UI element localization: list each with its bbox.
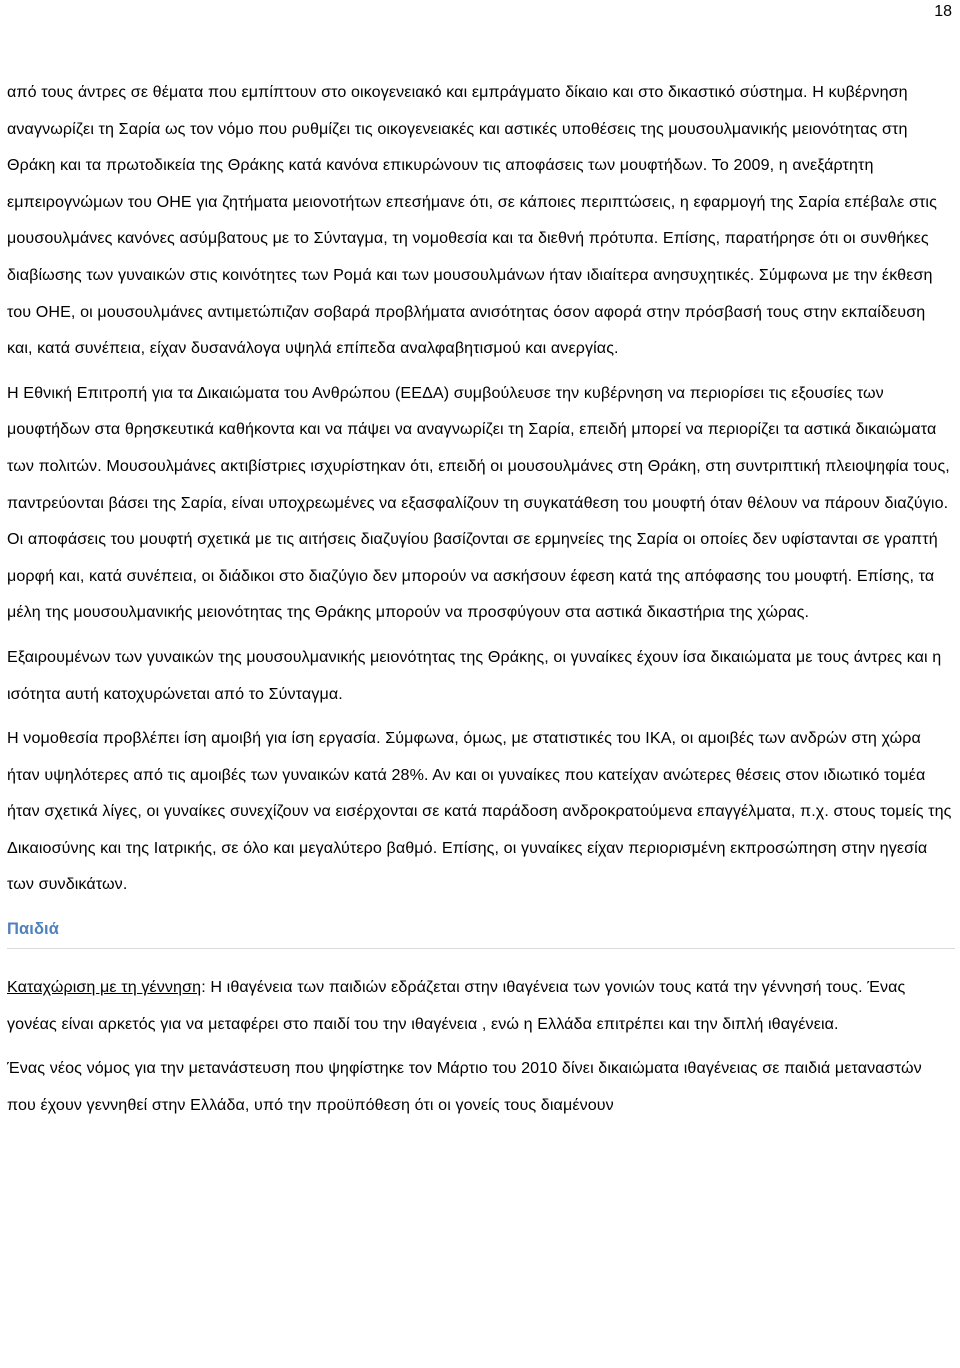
paragraph-sharia-courts: από τους άντρες σε θέματα που εμπίπτουν στο οικογενειακό και εμπράγματο δίκαιο και στο δικαστικό σύστημα. Η κυβέρνηση αναγνωρίζει τη Σαρία ως τον νόμο που ρυθμίζει τις οικογενειακές και αστικές υποθέσεις της μουσουλμανικής μειονότητας στη Θράκη και τα πρωτοδικεία της Θράκης κατά κανόνα επικυρώνουν τις αποφάσεις των μουφτήδων. Το 2009, η ανεξάρτητη εμπειρογνώμων του ΟΗΕ για ζητήματα μειονοτήτων επεσήμανε ότι, σε κάποιες περιπτώσεις, η εφαρμογή της Σαρία επέβαλε στις μουσουλμάνες κανόνες ασύμβατους με το Σύνταγμα, τη νομοθεσία και τα διεθνή πρότυπα. Επίσης, παρατήρησε ότι οι συνθήκες διαβίωσης των γυναικών στις κοινότητες των Ρομά και των μουσουλμάνων ήταν ιδιαίτερα ανησυχητικές. Σύμφωνα με την έκθεση του ΟΗΕ, οι μουσουλμάνες αντιμετώπιζαν σοβαρά προβλήματα ανισότητας όσον αφορά στην πρόσβασή τους στην εκπαίδευση και, κατά συνέπεια, είχαν δυσανάλογα υψηλά επίπεδα αναλφαβητισμού και ανεργίας. <box>7 83 937 358</box>
document-body <box>7 74 955 1123</box>
birth-registration-text: : Η ιθαγένεια των παιδιών εδράζεται στην ιθαγένεια των γονιών τους κατά την γέννησή τους. Ένας γονέας είναι αρκετός για να μεταφέρει στο παιδί του την ιθαγένεια , ενώ η Ελλάδα επιτρέπει και την διπλή ιθαγένεια. <box>7 978 906 1033</box>
paragraph-birth-registration <box>7 969 955 1042</box>
paragraph-equal-pay: Η νομοθεσία προβλέπει ίση αμοιβή για ίση εργασία. Σύμφωνα, όμως, με στατιστικές του ΙΚΑ, οι αμοιβές των ανδρών στη χώρα ήταν υψηλότερες από τις αμοιβές των γυναικών κατά 28%. Αν και οι γυναίκες που κατείχαν ανώτερες θέσεις στον ιδιωτικό τομέα ήταν σχετικά λίγες, οι γυναίκες συνεχίζουν να εισέρχονται σε κατά παράδοση ανδροκρατούμενα επαγγέλματα, π.χ. στους τομείς της Δικαιοσύνης και της Ιατρικής, σε όλο και μεγαλύτερο βαθμό. Επίσης, οι γυναίκες είχαν περιορισμένη εκπροσώπηση στην ηγεσία των συνδικάτων. <box>7 729 952 894</box>
paragraph-equal-rights: Εξαιρουμένων των γυναικών της μουσουλμανικής μειονότητας της Θράκης, οι γυναίκες έχουν ίσα δικαιώματα με τους άντρες και η ισότητα αυτή κατοχυρώνεται από το Σύνταγμα. <box>7 647 942 703</box>
paragraph-eeda-advice: Η Εθνική Επιτροπή για τα Δικαιώματα του Ανθρώπου (ΕΕΔΑ) συμβούλευσε την κυβέρνηση να περιορίσει τις εξουσίες των μουφτήδων στα θρησκευτικά καθήκοντα και να πάψει να αναγνωρίζει τη Σαρία, επειδή μπορεί να περιορίζει τα αστικά δικαιώματα των πολιτών. Μουσουλμάνες ακτιβίστριες ισχυρίστηκαν ότι, επειδή οι μουσουλμάνες στη Θράκη, στη συντριπτική πλειοψηφία τους, παντρεύονται βάσει της Σαρία, είναι υποχρεωμένες να εξασφαλίζουν τη συγκατάθεση του μουφτή όταν θέλουν να πάρουν διαζύγιο. Οι αποφάσεις του μουφτή σχετικά με τις αιτήσεις διαζυγίου βασίζονται σε ερμηνείες της Σαρία οι οποίες δεν υφίστανται σε γραπτή μορφή και, κατά συνέπεια, οι διάδικοι στο διαζύγιο δεν μπορούν να ασκήσουν έφεση κατά της απόφασης του μουφτή. Επίσης, τα μέλη της μουσουλμανικής μειονότητας της Θράκης μπορούν να προσφύγουν στα αστικά δικαστήρια της χώρας. <box>7 383 950 622</box>
birth-registration-label: Καταχώριση με τη γέννηση <box>7 978 202 997</box>
page-number: 18 <box>934 3 952 20</box>
paragraph-migration-law: Ένας νέος νόμος για την μετανάστευση που ψηφίστηκε τον Μάρτιο του 2010 δίνει δικαιώματα ιθαγένειας σε παιδιά μεταναστών που έχουν γεννηθεί στην Ελλάδα, υπό την προϋπόθεση ότι οι γονείς τους διαμένουν <box>7 1059 922 1114</box>
section-heading-children: Παιδιά <box>7 914 955 949</box>
